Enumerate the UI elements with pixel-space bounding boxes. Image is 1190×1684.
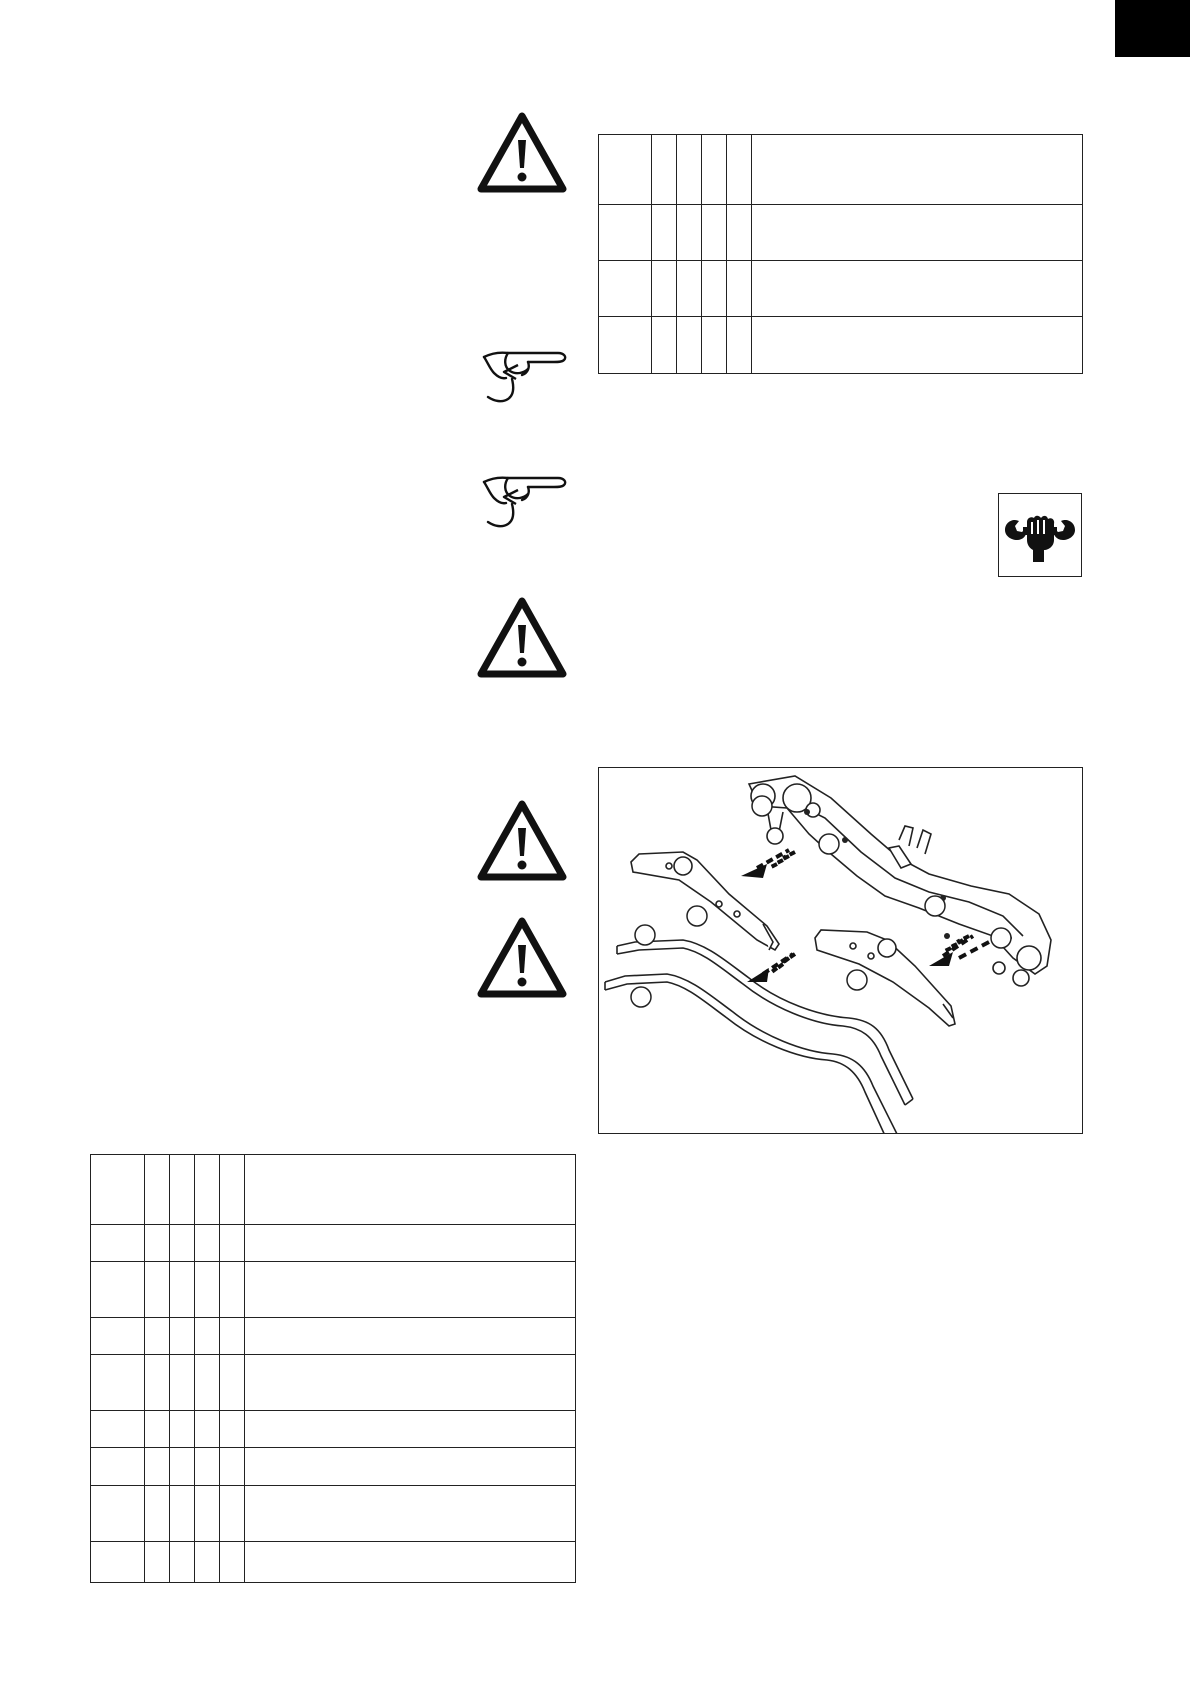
- warning-triangle-icon: [475, 798, 569, 883]
- table-row: [91, 1262, 576, 1318]
- table-row: [91, 1225, 576, 1262]
- table-row: [91, 1318, 576, 1355]
- table-row: [91, 1448, 576, 1486]
- table-row: [91, 1486, 576, 1542]
- table-row: [599, 205, 1083, 261]
- right-plate: [815, 930, 955, 1026]
- warning-triangle-icon: [475, 110, 569, 195]
- pointing-hand-icon: [478, 345, 570, 407]
- pointing-hand-icon: [478, 470, 570, 532]
- table-row: [599, 135, 1083, 205]
- warning-triangle-icon: [475, 915, 569, 1000]
- workshop-symbol-box: [998, 493, 1082, 577]
- exploded-parts-figure: [598, 767, 1083, 1134]
- table-row: [91, 1155, 576, 1225]
- bottom-grid-table: [90, 1154, 576, 1583]
- table-row: [91, 1542, 576, 1583]
- table-row: [599, 317, 1083, 374]
- table-row: [91, 1355, 576, 1411]
- chapter-tab-marker: [1115, 0, 1190, 57]
- warning-triangle-icon: [475, 595, 569, 680]
- table-row: [91, 1411, 576, 1448]
- bent-bars: [605, 940, 913, 1134]
- wrench-fist-icon: [999, 494, 1081, 576]
- top-grid-table: [598, 134, 1083, 374]
- table-row: [599, 261, 1083, 317]
